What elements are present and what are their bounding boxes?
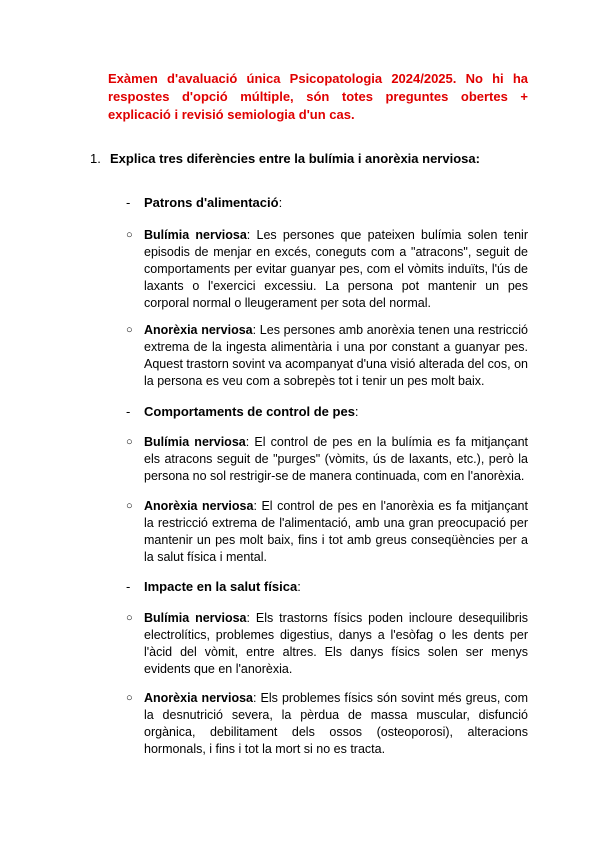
item-text: : Les persones amb anorèxia tenen una restricció extrema de la ingesta alimentària i una por constant a guanyar pes. Aquest trastorn sovint va acompanyat d'una visió alterada del cos, on la persona es veu com a sobrepès tot i tenir un pes molt baix. <box>144 323 528 388</box>
item-text: : Les persones que pateixen bulímia solen tenir episodis de menjar en excés, coneguts com a "atracons", seguit de comportaments per evitar guanyar pes, com el vòmits induïts, l'ús de laxants o l'exercici excessiu. La persona pot mantenir un pes corporal normal o lleugerament per sota del normal. <box>144 228 528 310</box>
item-term: Bulímia nerviosa <box>144 435 246 449</box>
dash-marker: - <box>126 579 131 594</box>
circle-bullet-icon: ○ <box>126 436 133 448</box>
section-suffix: : <box>354 404 359 419</box>
list-item-anorexia-control <box>126 498 528 566</box>
section-title: Patrons d'alimentació <box>144 195 279 210</box>
list-item-bulimia-control <box>126 434 528 485</box>
circle-bullet-icon: ○ <box>126 324 133 336</box>
circle-bullet-icon: ○ <box>126 500 133 512</box>
item-term: Anorèxia nerviosa <box>144 323 253 337</box>
section-physical-health <box>126 578 301 596</box>
item-text: : Els problemes físics són sovint més greus, com la desnutrició severa, la pèrdua de massa muscular, disfunció orgànica, debilitament dels ossos (osteoporosi), alteracions hormonals, i fins i tot la mort si no es tracta. <box>144 691 528 756</box>
dash-marker: - <box>126 195 131 210</box>
section-suffix: : <box>278 195 283 210</box>
item-term: Anorèxia nerviosa <box>144 499 254 513</box>
item-term: Bulímia nerviosa <box>144 228 247 242</box>
question-number: 1. <box>90 151 101 166</box>
item-text: : Els trastorns físics poden incloure desequilibris electrolítics, problemes digestius, danys a l'esòfag o les dents per l'àcid del vòmit, entre altres. Els danys físics solen ser menys evidents que en l'anorèxia. <box>144 611 528 676</box>
item-term: Anorèxia nerviosa <box>144 691 253 705</box>
item-term: Bulímia nerviosa <box>144 611 247 625</box>
section-eating-patterns <box>126 194 282 212</box>
list-item-bulimia-eating <box>126 227 528 312</box>
question-text: Explica tres diferències entre la bulímia i anorèxia nerviosa: <box>110 151 480 166</box>
item-text: : El control de pes en la bulímia es fa mitjançant els atracons seguit de "purges" (vòmits, ús de laxants, etc.), però la persona no sol restrigir-se de manera continuada, com en l'anorèxia. <box>144 435 528 483</box>
section-weight-control <box>126 403 359 421</box>
dash-marker: - <box>126 404 131 419</box>
circle-bullet-icon: ○ <box>126 229 133 241</box>
circle-bullet-icon: ○ <box>126 612 133 624</box>
section-title: Impacte en la salut física <box>144 579 298 594</box>
question-1 <box>90 150 530 168</box>
circle-bullet-icon: ○ <box>126 692 133 704</box>
section-title: Comportaments de control de pes <box>144 404 355 419</box>
list-item-anorexia-eating <box>126 322 528 390</box>
item-text: : El control de pes en l'anorèxia es fa mitjançant la restricció extrema de l'alimentació, amb una gran preocupació per mantenir un pes molt baix, fins i tot amb greus conseqüències per a la salut física i mental. <box>144 499 528 564</box>
exam-header: Exàmen d'avaluació única Psicopatologia 2024/2025. No hi ha respostes d'opció múltiple, són totes preguntes obertes + explicació i revisió semiologia d'un cas. <box>108 71 528 122</box>
section-suffix: : <box>297 579 301 594</box>
list-item-bulimia-health <box>126 610 528 678</box>
list-item-anorexia-health <box>126 690 528 758</box>
